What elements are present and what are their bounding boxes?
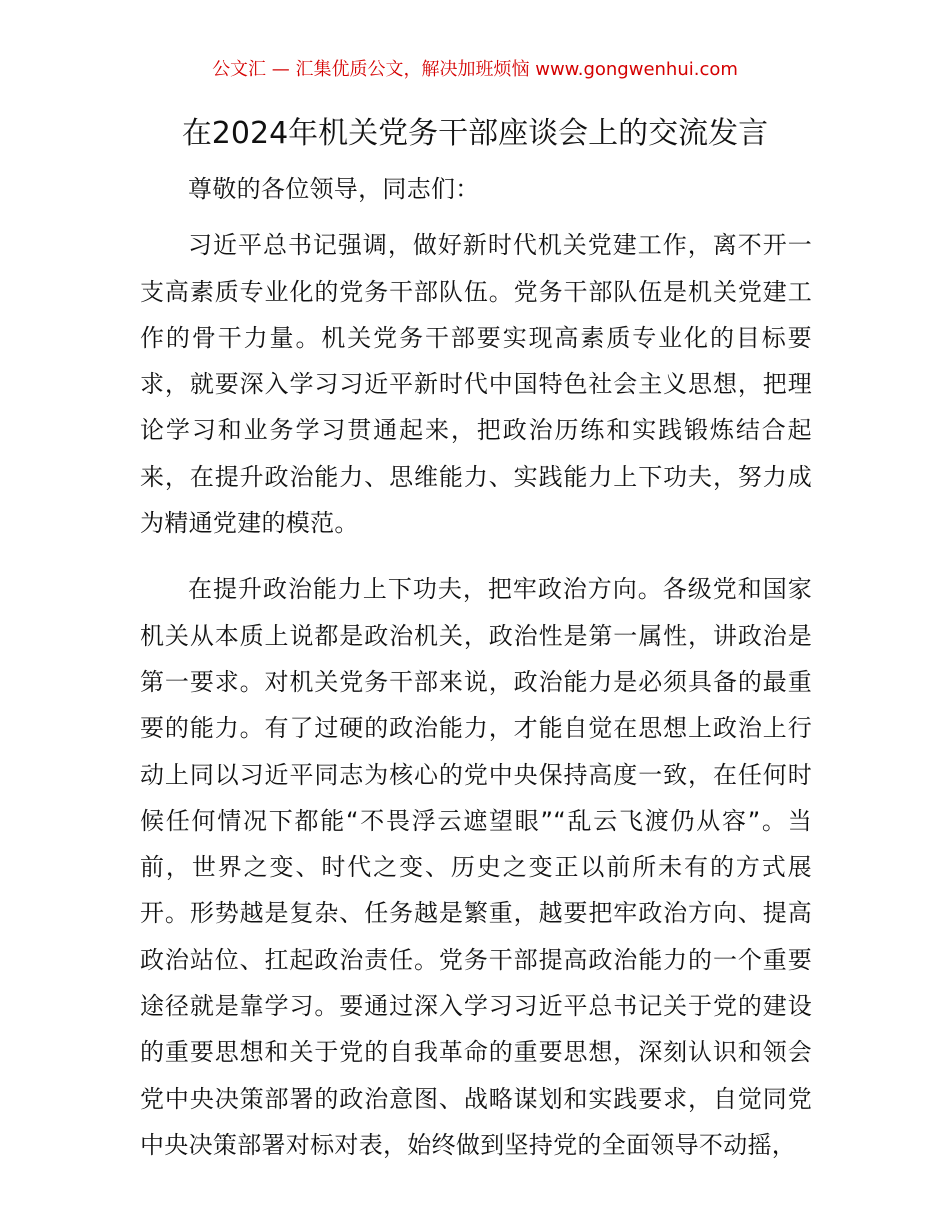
document-title: 在2024年机关党务干部座谈会上的交流发言 <box>181 116 769 151</box>
greeting-line: 尊敬的各位领导，同志们： <box>188 175 480 203</box>
paragraph-1: 习近平总书记强调，做好新时代机关党建工作，离不开一支高素质专业化的党务干部队伍。党务干部队伍是机关党建工作的骨干力量。机关党务干部要实现高素质专业化的目标要求，就要深入学习习近平新时代中国特色社会主义思想，把理论学习和业务学习贯通起来，把政治历练和实践锻炼结合起来，在提升政治能力、思维能力、实践能力上下功夫，努力成为精通党建的模范。 <box>140 231 812 538</box>
site-header-banner: 公文汇 — 汇集优质公文，解决加班烦恼 www.gongwenhui.com <box>212 59 738 80</box>
paragraph-2: 在提升政治能力上下功夫，把牢政治方向。各级党和国家机关从本质上说都是政治机关，政治性是第一属性，讲政治是第一要求。对机关党务干部来说，政治能力是必须具备的最重要的能力。有了过硬的政治能力，才能自觉在思想上政治上行动上同以习近平同志为核心的党中央保持高度一致，在任何时候任何情况下都能“不畏浮云遮望眼”“乱云飞渡仍从容”。当前，世界之变、时代之变、历史之变正以前所未有的方式展开。形势越是复杂、任务越是繁重，越要把牢政治方向、提高政治站位、扛起政治责任。党务干部提高政治能力的一个重要途径就是靠学习。要通过深入学习习近平总书记关于党的建设的重要思想和关于党的自我革命的重要思想，深刻认识和领会党中央决策部署的政治意图、战略谋划和实践要求，自觉同党中央决策部署对标对表，始终做到坚持党的全面领导不动摇， <box>140 575 812 1159</box>
document-body <box>140 166 812 1168</box>
